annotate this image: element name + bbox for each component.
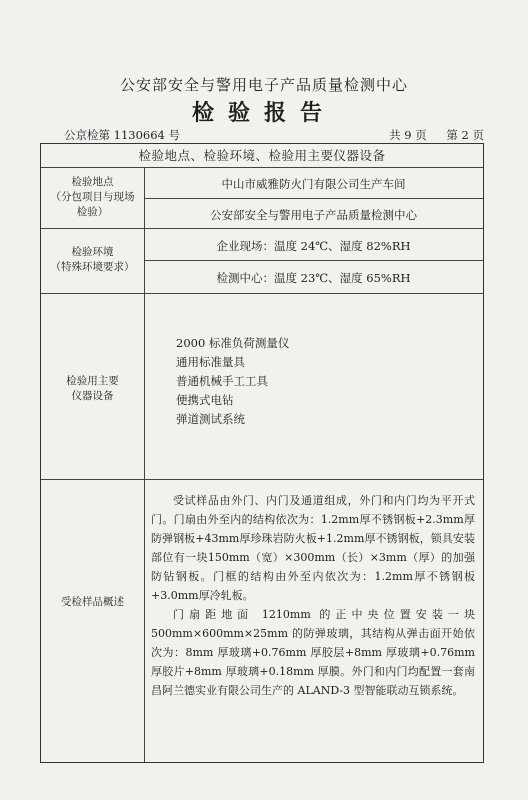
row-divider [41, 479, 483, 480]
environment-label: 检验环境 （特殊环境要求） [50, 246, 135, 273]
cell-divider [144, 198, 483, 199]
sample-paragraph: 受试样品由外门、内门及通道组成，外门和内门均为平开式门。门扇由外至内的结构依次为：1.2mm厚不锈钢板+2.3mm厚防弹钢板+43mm厚珍珠岩防火板+1.2mm厚不锈钢板，锁具安装部位有一块150mm（宽）×300mm（长）×3mm（厚）的加强防钻钢板。门框的结构由外至内依次为：1.2mm厚不锈钢板+3.0mm厚冷轧板。 [151, 494, 475, 602]
sample-description [151, 491, 475, 700]
location-factory: 中山市威雅防火门有限公司生产车间 [221, 177, 406, 191]
equipment-item: 2000 标准负荷测量仪 [176, 336, 290, 350]
issuing-organization: 公安部安全与警用电子产品质量检测中心 [119, 76, 408, 94]
section-title: 检验地点、检验环境、检验用主要仪器设备 [138, 148, 386, 163]
location-label: 检验地点 （分包项目与现场 检验） [50, 176, 135, 218]
total-pages: 共 9 页 [389, 128, 427, 142]
row-divider [41, 228, 483, 229]
location-center: 公安部安全与警用电子产品质量检测中心 [210, 208, 417, 222]
row-divider [41, 293, 483, 294]
equipment-list [176, 334, 289, 429]
report-title: 检验报告 [191, 100, 336, 126]
equipment-label: 检验用主要 仪器设备 [66, 375, 119, 402]
equipment-item: 通用标准量具 [176, 355, 245, 369]
equipment-item: 弹道测试系统 [176, 412, 245, 426]
page-number: 第 2 页 [446, 128, 484, 142]
sample-paragraph: 门扇距地面 1210mm 的正中央位置安装一块500mm×600mm×25mm 的防弹玻璃，其结构从弹击面开始依次为：8mm 厚玻璃+0.76mm 厚胶层+8mm 厚玻璃+0.76mm 厚胶片+8mm 厚玻璃+0.18mm 厚膜。外门和内门均配置一套南昌阿兰德实业有限公司生产的 ALAND-3 型智能联动互锁系统。 [151, 608, 475, 697]
inspection-table [40, 143, 484, 763]
equipment-item: 便携式电钻 [176, 393, 234, 407]
page-info [373, 127, 484, 143]
cell-divider [144, 260, 483, 261]
environment-center: 检测中心：温度 23℃、湿度 65%RH [216, 271, 411, 285]
report-number: 公京检第 1130664 号 [64, 128, 181, 142]
equipment-item: 普通机械手工工具 [176, 374, 268, 388]
sample-label: 受检样品概述 [61, 596, 124, 608]
row-divider [41, 167, 483, 168]
environment-factory: 企业现场：温度 24℃、湿度 82%RH [216, 239, 411, 253]
column-divider [144, 167, 145, 762]
